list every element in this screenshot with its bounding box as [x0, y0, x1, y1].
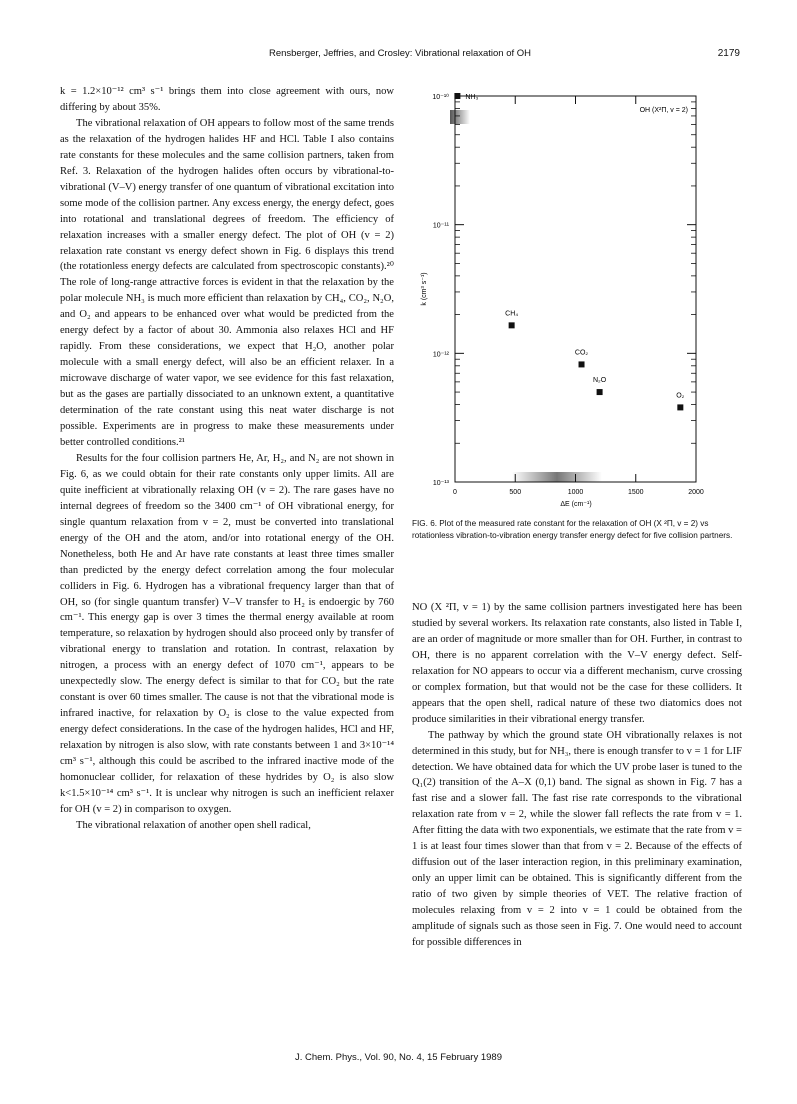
plot-frame: [455, 96, 696, 482]
x-axis-label: ΔE (cm⁻¹): [560, 501, 592, 508]
left-paragraph-4: The vibrational relaxation of another open shell radical,: [76, 819, 311, 831]
data-point-label: CH₄: [505, 310, 519, 318]
data-point-label: O₂: [676, 392, 685, 400]
figure-caption: FIG. 6. Plot of the measured rate constant for the relaxation of OH (X ²Π, v = 2) vs rotationless vibration-to-vibration energy transfer energy defect for five collision partners.: [412, 519, 733, 540]
data-point-label: N₂O: [592, 377, 607, 385]
left-paragraph-3: Results for the four collision partners He, Ar, H₂, and N₂ are not shown in Fig. 6, as we could obtain for their rate constants only upper limits. All are quite inefficient at vibrationally relaxing OH (v = 2). The rare gases have no internal degrees of freedom so the 3400 cm⁻¹ of OH vibrational energy, for single quantum relaxation from v = 2, must be converted into translational energy of the OH and the atom, and/or into rotational energy of the OH. Nonetheless, both He and Ar have rate constants at least three times smaller than predicted by the energy defect correlation among the four molecular colliders in Fig. 6. Hydrogen has a vibrational frequency larger than that of OH, so (for single quantum transfer) V–V transfer to H₂ is endoergic by 760 cm⁻¹. This energy gap is over 3 times the thermal energy available at room temperature, so relaxation by hydrogen should also proceed only by transfer of vibrational energy to translation and rotation. In contrast, relaxation by nitrogen, a process with an energy defect of 1070 cm⁻¹, appears to be unexpectedly slow. The energy defect is similar to that for CO₂ but the rate constant is over 60 times smaller. The cause is not that the vibrational mode is infrared inactive, for relaxation by O₂ is close to the value expected from energy defect considerations. In the case of the hydrogen halides, HCl and HF, relaxation by nitrogen is also slow, with rate constants between 1 and 3×10⁻¹⁴ cm³ s⁻¹, although this could be ascribed to the infrared inactive mode of the homonuclear collider, for relaxation of these hydrides by O₂ is also slow k<1.5×10⁻¹⁴ cm³ s⁻¹. It is unclear why nitrogen is such an inefficient relaxer for OH (v = 2) in comparison to oxygen.: [60, 452, 394, 815]
y-axis-label: k (cm³ s⁻¹): [421, 272, 428, 306]
x-tick-label: 1000: [567, 489, 584, 496]
right-paragraph-1: NO (X ²Π, v = 1) by the same collision partners investigated here has been studied by several workers. Its relaxation rate constants, also listed in Table I, are an order of magnitude or more smaller than for OH. Further, in contrast to OH, there is no apparent correlation with the V–V energy defect. Self-relaxation for NO appears to occur via a different mechanism, curve crossing or complex formation, but that would not be the case for these colliders. It appears that the open shell, radical nature of these two diatomics does not produce similarities in their vibrational energy transfer.: [412, 602, 742, 725]
x-tick-label: 1500: [627, 489, 644, 496]
figure-6: [412, 80, 742, 570]
running-title: Rensberger, Jeffries, and Crosley: Vibrational relaxation of OH: [268, 48, 532, 59]
y-tick-label: 10⁻¹¹: [432, 222, 449, 230]
data-point: [454, 93, 460, 99]
data-point: [677, 404, 683, 410]
data-point-label: NH₃: [465, 94, 479, 101]
page-number: 2179: [717, 48, 740, 59]
data-point-label: CO₂: [574, 349, 589, 357]
y-tick-label: 10⁻¹⁰: [432, 94, 449, 101]
x-tick-label: 0: [453, 489, 457, 496]
rate-constant-chart: [412, 80, 742, 520]
data-point: [597, 389, 603, 395]
right-paragraph-2: The pathway by which the ground state OH vibrationally relaxes is not determined in this study, but for NH₃, there is enough transfer to v = 1 for LIF detection. We have obtained data for which the UV probe laser is tuned to the Q₁(2) transition of the A–X (0,1) band. The signal as shown in Fig. 7 has a fast rise and a slower fall. The fast rise rate corresponds to the vibrational relaxation rate from v = 2, while the slower fall reflects the rate from v = 1. After fitting the data with two exponentials, we estimate that the rate from v = 1 is at least four times slower than that from v = 2. Because of the effects of diffusion out of the laser interaction region, in this preliminary examination, only an upper limit can be obtained. This is significantly different from the ratio of two given by simple theories of VET. The relative fraction of molecules relaxing from v = 2 into v = 1 could be obtained from the amplitude of signals such as those seen in Fig. 7. One would need to account for possible differences in: [412, 729, 742, 949]
chart-title: OH (X²Π, v = 2): [639, 107, 688, 114]
y-tick-label: 10⁻¹³: [432, 480, 449, 487]
right-column: [412, 600, 742, 951]
y-tick-label: 10⁻¹²: [432, 351, 449, 359]
left-paragraph-1: k = 1.2×10⁻¹² cm³ s⁻¹ brings them into close agreement with ours, now differing by about 35%.: [60, 86, 394, 113]
journal-citation: J. Chem. Phys., Vol. 90, No. 4, 15 February 1989: [295, 1052, 502, 1063]
x-tick-label: 500: [509, 489, 522, 496]
data-point: [579, 361, 585, 367]
scan-shade-bottom: [512, 472, 602, 482]
left-column: [60, 84, 394, 834]
data-point: [509, 322, 515, 328]
page-header: [60, 48, 740, 64]
left-paragraph-2: The vibrational relaxation of OH appears to follow most of the same trends as the relaxation of the hydrogen halides HF and HCl. Table I also contains rate constants for these molecules and the same collision partners, taken from Ref. 3. Relaxation of the hydrogen halides often occurs by vibrational-to-vibrational (V–V) energy transfer of one quantum of vibrational excitation into some mode of the collision partner. Any excess energy, the energy defect, goes into rotational and translational degrees of freedom. The efficiency of relaxation increases with a smaller energy defect. The plot of OH (v = 2) relaxation rate constant vs energy defect shown in Fig. 6 displays this trend (the rotationless energy defects are calculated from spectroscopic constants).²⁰ The role of long-range attractive forces is evident in that the relaxation by the polar molecule NH₃ is much more efficient than relaxation by CH₄, CO₂, N₂O, and O₂ and appears to be enhanced over what would be predicted from the energy defect by a factor of about 30. Ammonia also relaxes HCl and HF rapidly. From these considerations, we expect that H₂O, another polar molecule with a small energy defect, will also be an efficient relaxer. In a microwave discharge of water vapor, we see evidence for this fast relaxation, but as the gases are partially dissociated to an unknown extent, a quantitative determination of the rate constant using this neat water discharge is not possible. Experiments are in progress to make these measurements under better controlled conditions.²¹: [60, 117, 394, 448]
scan-shade-top: [450, 110, 470, 124]
x-tick-label: 2000: [688, 489, 704, 496]
